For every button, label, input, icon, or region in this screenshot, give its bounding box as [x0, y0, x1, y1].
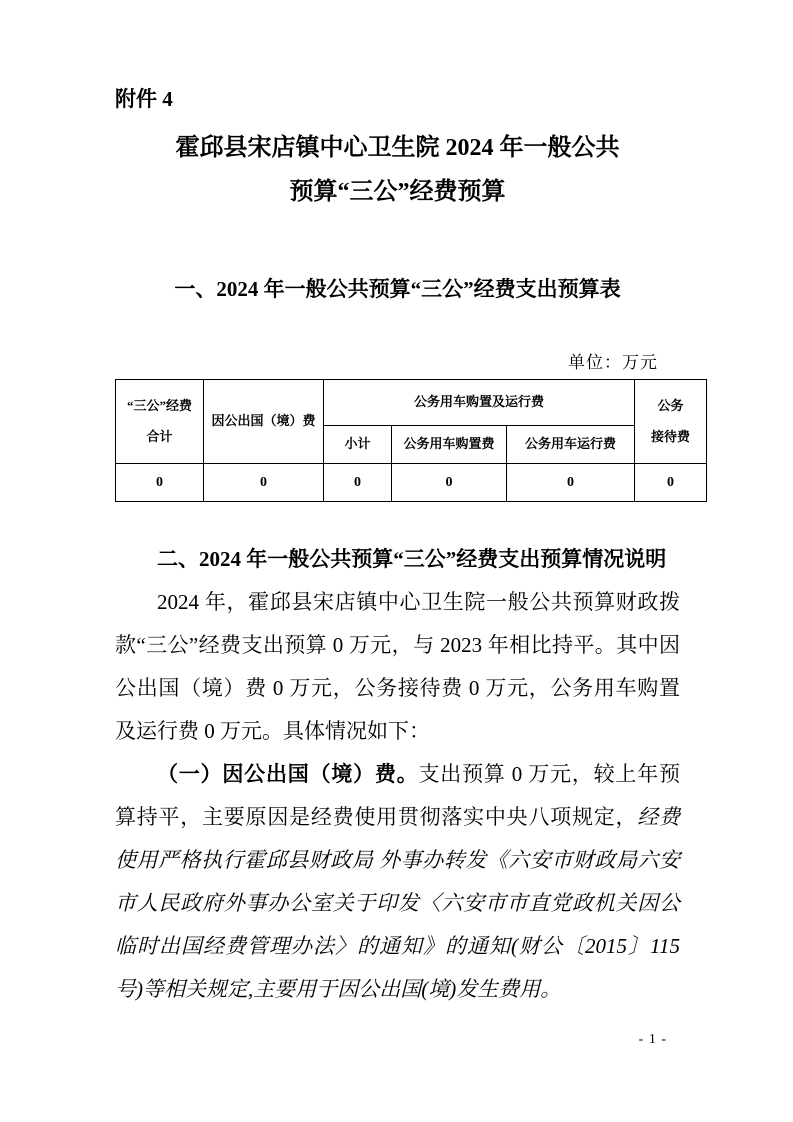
table-data-row [116, 464, 707, 502]
table-header-vehicle-operation: 公务用车运行费 [507, 426, 635, 464]
paragraph-abroad-regulation: 经费使用严格执行霍邱县财政局 外事办转发《六安市财政局六安市人民政府外事办公室关于印发〈六安市市直党政机关因公临时出国经费管理办法〉的通知》的通知(财公〔2015〕115 号)等相关规定,主要用于因公出国(境)发生费用。 [115, 805, 681, 1001]
table-header-total [116, 380, 204, 464]
table-cell-vehicle-operation: 0 [507, 464, 635, 502]
table-header-vehicle-group: 公务用车购置及运行费 [324, 380, 635, 426]
table-cell-reception: 0 [635, 464, 707, 502]
page-number: - 1 - [638, 1032, 667, 1047]
table-cell-vehicle-subtotal: 0 [324, 464, 392, 502]
unit-note: 单位：万元 [568, 353, 658, 372]
paragraph-abroad-body: 支出预算 0 万元，较上年预算持平，主要原因是经费使用贯彻落实中央八项规定， [115, 762, 680, 829]
table-header-vehicle-subtotal: 小计 [324, 426, 392, 464]
table-cell-vehicle-purchase: 0 [392, 464, 507, 502]
table-cell-abroad: 0 [204, 464, 324, 502]
paragraph-abroad [115, 753, 680, 1011]
paragraph-overview [115, 581, 680, 753]
paragraph-abroad-lead: （一）因公出国（境）费。 [157, 762, 419, 786]
table-header-total-line1: “三公”经费 [126, 397, 192, 413]
document-title [115, 126, 680, 214]
table-header-reception-line1: 公务 [657, 397, 684, 413]
table-cell-total: 0 [116, 464, 204, 502]
table-header-vehicle-purchase: 公务用车购置费 [392, 426, 507, 464]
section1-heading: 一、2024 年一般公共预算“三公”经费支出预算表 [174, 277, 621, 301]
document-title-line1: 霍邱县宋店镇中心卫生院 2024 年一般公共 [175, 135, 620, 161]
table-header-abroad: 因公出国（境）费 [204, 380, 324, 464]
paragraph-overview-text: 2024 年，霍邱县宋店镇中心卫生院一般公共预算财政拨款“三公”经费支出预算 0 万元，与 2023 年相比持平。其中因公出国（境）费 0 万元，公务接待费 0 万元，公务用车购置及运行费 0 万元。具体情况如下： [115, 590, 680, 743]
section2-heading: 二、2024 年一般公共预算“三公”经费支出预算情况说明 [157, 547, 667, 571]
attachment-label: 附件 4 [115, 87, 173, 111]
three-public-budget-table [115, 379, 707, 502]
table-header-reception-line2: 接待费 [651, 429, 691, 444]
table-header-reception [635, 380, 707, 464]
document-title-line2: 预算“三公”经费预算 [289, 179, 506, 205]
table-header-total-line2: 合计 [146, 429, 173, 444]
